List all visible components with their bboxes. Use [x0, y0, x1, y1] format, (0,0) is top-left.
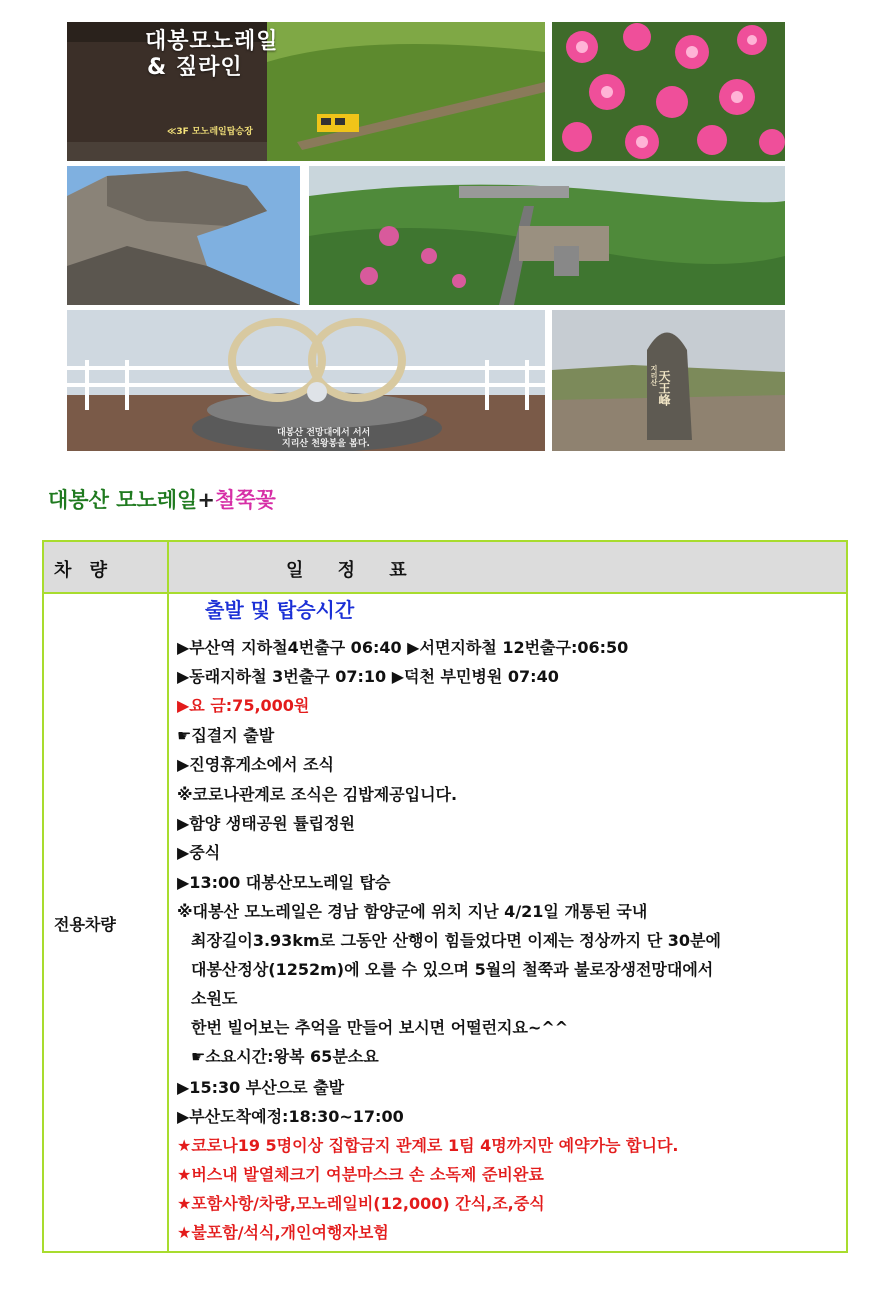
photo-rock-formation [67, 166, 300, 305]
sign-floor: ≪3F 모노레일탑승장 [167, 127, 253, 137]
notice-line: ★코로나19 5명이상 집합금지 관계로 1팀 4명까지만 예약가능 합니다. [177, 1136, 679, 1155]
header-schedule: 일 정 표 [286, 560, 421, 581]
schedule-line: ▶동래지하철 3번출구 07:10 ▶덕천 부민병원 07:40 [177, 667, 559, 686]
title-plus: + [197, 488, 215, 512]
schedule-line: ▶15:30 부산으로 출발 [177, 1078, 345, 1097]
notice-line: ★포함사항/차량,모노레일비(12,000) 간식,조,중식 [177, 1194, 545, 1213]
schedule-line: ▶부산역 지하철4번출구 06:40 ▶서면지하철 12번출구:06:50 [177, 638, 629, 657]
photo-monorail-station [67, 22, 545, 161]
trip-title [48, 484, 276, 514]
column-divider [167, 542, 169, 1251]
schedule-line: ▶중식 [177, 843, 221, 862]
header-vehicle: 차 량 [54, 560, 114, 581]
schedule-line: ☛집결지 출발 [177, 726, 275, 745]
photo-monorail-track [309, 166, 785, 305]
duration-line: ☛소요시간:왕복 65분소요 [191, 1047, 379, 1066]
vehicle-cell: 전용차량 [54, 915, 116, 934]
description-line: 대봉산정상(1252m)에 오를 수 있으며 5월의 철쭉과 불로장생전망대에서 [191, 960, 714, 979]
title-monorail: 대봉산 모노레일 [48, 488, 198, 512]
description-line: 최장길이3.93km로 그동안 산행이 힘들었다면 이제는 정상까지 단 30분에 [191, 931, 721, 950]
table-header-row [44, 542, 846, 594]
schedule-line: ▶부산도착예정:18:30~17:00 [177, 1107, 404, 1126]
photo-azaleas [552, 22, 785, 161]
description-line: 소원도 [191, 989, 238, 1008]
schedule-line: ▶13:00 대봉산모노레일 탑승 [177, 873, 391, 892]
sign-line1: 대봉모노레일 [145, 29, 279, 54]
stone-side-inscription: 지리산 [650, 365, 658, 386]
schedule-line: ▶함양 생태공원 튤립정원 [177, 814, 356, 833]
schedule-note: ※코로나관계로 조식은 김밥제공입니다. [177, 785, 458, 804]
price-line: ▶요 금:75,000원 [177, 696, 310, 715]
notice-line: ★버스내 발열체크기 여분마스크 손 소독제 준비완료 [177, 1165, 544, 1184]
monument-text-2: 지리산 천왕봉을 봄다. [282, 439, 370, 449]
departure-heading: 출발 및 탑승시간 [205, 598, 355, 622]
photo-observatory-monument [67, 310, 545, 451]
monument-text-1: 대봉산 전망대에서 서서 [277, 428, 371, 438]
stone-inscription: 天王峰 [657, 370, 671, 406]
schedule-line: ▶진영휴게소에서 조식 [177, 755, 334, 774]
schedule-table [42, 540, 848, 1253]
description-line: 한번 빌어보는 추억을 만들어 보시면 어떨런지요~^^ [191, 1018, 569, 1037]
title-azalea: 철쭉꽃 [214, 488, 276, 512]
sign-line2: & 짚라인 [147, 55, 243, 80]
photo-summit-stone [552, 310, 785, 451]
description-line: ※대봉산 모노레일은 경남 함양군에 위치 지난 4/21일 개통된 국내 [177, 902, 648, 921]
notice-line: ★불포함/석식,개인여행자보험 [177, 1223, 389, 1242]
